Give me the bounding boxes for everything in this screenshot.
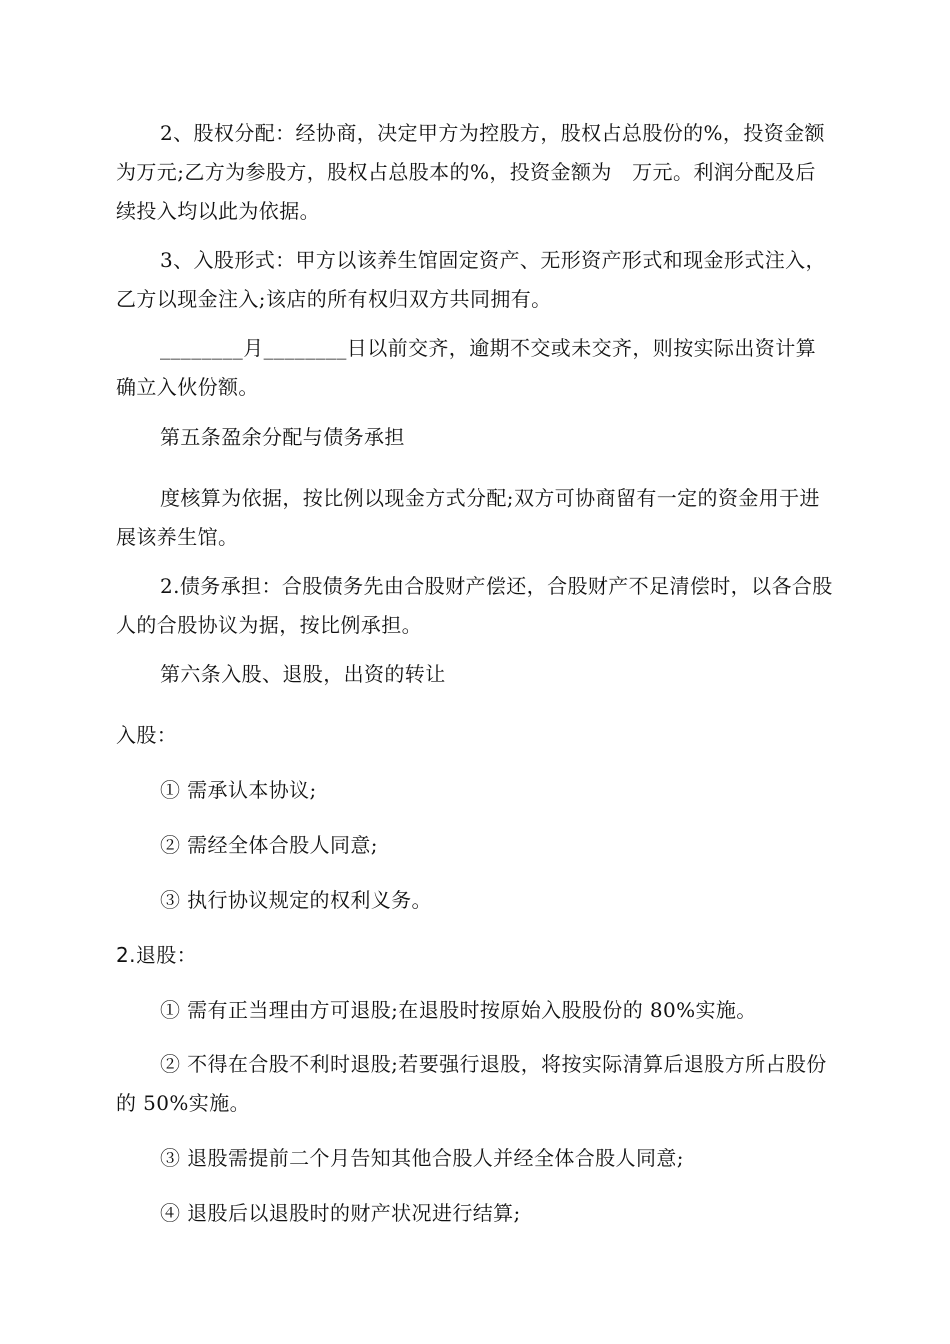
list-item-withdraw-4: ④ 退股后以退股时的财产状况进行结算;: [160, 1201, 521, 1225]
subheading-withdraw: 2.退股：: [116, 943, 198, 967]
list-item-withdraw-1: ① 需有正当理由方可退股;在退股时按原始入股股份的 80%实施。: [160, 998, 757, 1022]
subheading-join: 入股：: [116, 723, 178, 747]
paragraph-equity-distribution: 2、股权分配：经协商，决定甲方为控股方，股权占总股份的%，投资金额为万元;乙方为参股方，股权占总股本的%，投资金额为 万元。利润分配及后续投入均以此为依据。: [116, 121, 825, 223]
list-item-withdraw-3: ③ 退股需提前二个月告知其他合股人并经全体合股人同意;: [160, 1146, 684, 1170]
paragraph-profit-distribution: 度核算为依据，按比例以现金方式分配;双方可协商留有一定的资金用于进展该养生馆。: [116, 486, 820, 549]
heading-article-5: 第五条盈余分配与债务承担: [160, 425, 405, 449]
list-item-join-1: ① 需承认本协议;: [160, 778, 317, 802]
paragraph-debt-bearing: 2.债务承担：合股债务先由合股财产偿还，合股财产不足清偿时，以各合股人的合股协议为据，按比例承担。: [116, 574, 833, 637]
heading-article-6: 第六条入股、退股，出资的转让: [160, 662, 446, 686]
paragraph-payment-deadline: ________月________日以前交齐，逾期不交或未交齐，则按实际出资计算确立入伙份额。: [116, 336, 816, 399]
list-item-withdraw-2: ② 不得在合股不利时退股;若要强行退股，将按实际清算后退股方所占股份的 50%实施。: [116, 1052, 827, 1115]
list-item-join-3: ③ 执行协议规定的权利义务。: [160, 888, 432, 912]
paragraph-share-form: 3、入股形式：甲方以该养生馆固定资产、无形资产形式和现金形式注入，乙方以现金注入;该店的所有权归双方共同拥有。: [116, 248, 826, 311]
list-item-join-2: ② 需经全体合股人同意;: [160, 833, 378, 857]
